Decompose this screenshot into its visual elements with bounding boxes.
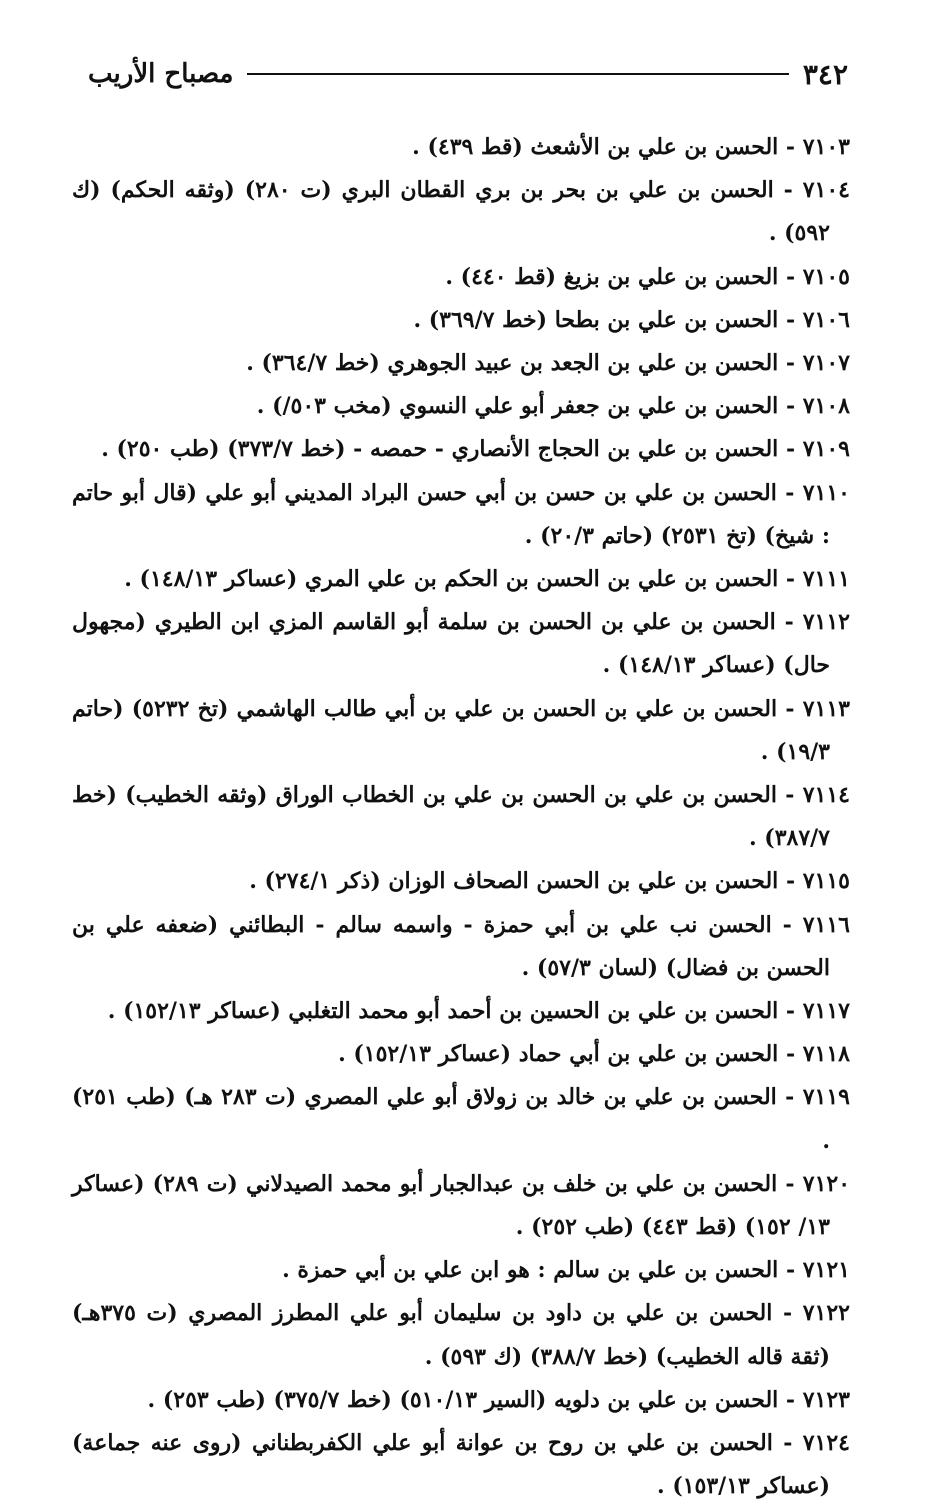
entry-7123: ٧١٢٣ - الحسن بن علي بن دلويه (السير ٥١٠/١٣) (خط ٣٧٥/٧) (طب ٢٥٣) . xyxy=(147,1386,850,1413)
entry-7103: ٧١٠٣ - الحسن بن علي بن الأشعث (قط ٤٣٩) . xyxy=(412,134,850,160)
entry-7114: ٧١١٤ - الحسن بن علي بن الحسن بن علي بن الخطاب الوراق (وثقه الخطيب) (خط ٣٨٧/٧) . xyxy=(72,782,850,852)
entry-7113: ٧١١٣ - الحسن بن علي بن الحسن بن علي بن أبي طالب الهاشمي (تخ ٥٢٣٢) (حاتم ١٩/٣) . xyxy=(72,695,850,765)
entry-7110: ٧١١٠ - الحسن بن علي بن حسن بن أبي حسن البراد المديني أبو علي (قال أبو حاتم : شيخ) (تخ ٢٥٣١) (حاتم ٢٠/٣) . xyxy=(72,479,850,549)
entry-7111: ٧١١١ - الحسن بن علي بن الحسن بن الحكم بن علي المري (عساكر ١٤٨/١٣) . xyxy=(124,566,850,593)
entry-7118: ٧١١٨ - الحسن بن علي بن أبي حماد (عساكر ١٥٢/١٣) . xyxy=(338,1041,850,1068)
entry-7105: ٧١٠٥ - الحسن بن علي بن بزيغ (قط ٤٤٠) . xyxy=(445,263,850,290)
entry-7106: ٧١٠٦ - الحسن بن علي بن بطحا (خط ٣٦٩/٧) . xyxy=(413,306,850,333)
entry-7115: ٧١١٥ - الحسن بن علي بن الحسن الصحاف الوزان (ذكر ٢٧٤/١) . xyxy=(249,868,850,895)
entry-7116: ٧١١٦ - الحسن نب علي بن أبي حمزة - واسمه سالم - البطائني (ضعفه علي بن الحسن بن فضال) (لسان ٥٧/٣) . xyxy=(72,911,850,981)
entry-7112: ٧١١٢ - الحسن بن علي بن الحسن بن سلمة أبو القاسم المزي ابن الطيري (مجهول حال) (عساكر ١٤٨/١٣) . xyxy=(72,609,850,679)
page-header xyxy=(88,52,848,96)
entries-list xyxy=(72,126,850,1509)
entry-7121: ٧١٢١ - الحسن بن علي بن سالم : هو ابن علي بن أبي حمزة . xyxy=(282,1257,850,1284)
running-title: مصباح الأريب xyxy=(88,59,234,89)
entry-7122: ٧١٢٢ - الحسن بن علي بن داود بن سليمان أبو علي المطرز المصري (ت ٣٧٥هـ) (ثقة قاله الخطيب) (خط ٣٨٨/٧) (ك ٥٩٣) . xyxy=(72,1300,850,1370)
entry-7124: ٧١٢٤ - الحسن بن علي بن روح بن عوانة أبو علي الكفربطناني (روى عنه جماعة) (عساكر ١٥٣/١٣) . xyxy=(72,1430,850,1500)
entry-7120: ٧١٢٠ - الحسن بن علي بن خلف بن عبدالجبار أبو محمد الصيدلاني (ت ٢٨٩) (عساكر ١٣/ ١٥٢) (قط ٤٤٣) (طب ٢٥٢) . xyxy=(72,1170,851,1241)
entry-7108: ٧١٠٨ - الحسن بن علي بن جعفر أبو علي النسوي (مخب ٥٠٣/) . xyxy=(256,393,850,420)
entry-7107: ٧١٠٧ - الحسن بن علي بن الجعد بن عبيد الجوهري (خط ٣٦٤/٧) . xyxy=(246,350,850,377)
entry-7117: ٧١١٧ - الحسن بن علي بن الحسين بن أحمد أبو محمد التغلبي (عساكر ١٥٢/١٣) . xyxy=(107,998,850,1025)
entry-7119: ٧١١٩ - الحسن بن علي بن خالد بن زولاق أبو علي المصري (ت ٢٨٣ هـ) (طب ٢٥١) . xyxy=(72,1084,850,1154)
header-rule xyxy=(247,73,788,75)
entry-7104: ٧١٠٤ - الحسن بن علي بن بحر بن بري القطان البري (ت ٢٨٠) (وثقه الحكم) (ك ٥٩٢) . xyxy=(72,177,850,247)
page-number: ٣٤٢ xyxy=(802,57,848,91)
entry-7109: ٧١٠٩ - الحسن بن علي بن الحجاج الأنصاري - حمصه - (خط ٣٧٣/٧) (طب ٢٥٠) . xyxy=(101,436,850,463)
